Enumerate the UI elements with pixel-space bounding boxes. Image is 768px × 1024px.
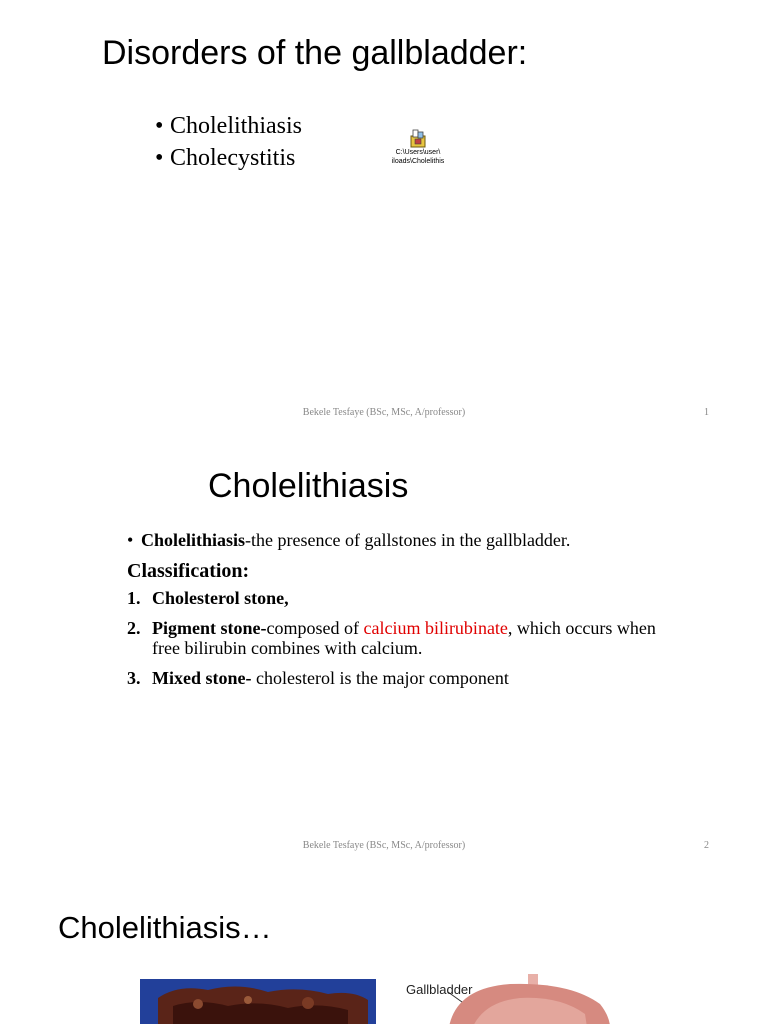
slide-body: [127, 526, 687, 698]
embedded-file-object[interactable]: [386, 128, 450, 166]
slide-title: Cholelithiasis…: [58, 910, 272, 945]
bullet-glyph: •: [127, 530, 134, 550]
bullet-list: [155, 110, 302, 174]
footer-author: Bekele Tesfaye (BSc, MSc, A/professor): [302, 840, 466, 851]
slide-title: Cholelithiasis: [208, 467, 409, 505]
gallstone-photo-image: [138, 976, 378, 1024]
footer-author: Bekele Tesfaye (BSc, MSc, A/professor): [302, 407, 466, 418]
slide-1: [0, 0, 768, 433]
gallbladder-illustration: [400, 974, 620, 1024]
item-text: cholesterol is the major component: [251, 668, 509, 688]
item-term: Mixed stone-: [152, 668, 252, 688]
gallbladder-illustration-image: [400, 974, 620, 1024]
slide-2: [0, 433, 768, 866]
packager-object-icon: [408, 128, 428, 148]
page-number: 2: [704, 840, 709, 851]
item-number: 2.: [127, 618, 141, 638]
highlighted-term: calcium bilirubinate: [363, 618, 508, 638]
item-term: Cholesterol stone,: [152, 588, 289, 608]
list-item: [127, 668, 687, 688]
list-item: [127, 588, 687, 608]
embedded-file-caption: iloads\Cholelithis: [391, 158, 445, 165]
list-item: [155, 110, 302, 142]
bullet-glyph: •: [155, 113, 164, 139]
definition-term: Cholelithiasis: [141, 530, 246, 550]
list-item-label: Cholelithiasis: [170, 113, 302, 139]
figure-label: Gallbladder: [406, 982, 473, 997]
item-text: , which occurs when free bilirubin combines with calcium.: [152, 618, 656, 658]
bullet-glyph: •: [155, 145, 164, 171]
gallstone-photo: [138, 976, 378, 1024]
definition-line: [127, 526, 687, 554]
slide-title: Disorders of the gallbladder:: [102, 34, 528, 72]
definition-text: -the presence of gallstones in the gallbladder.: [245, 530, 571, 550]
classification-heading: Classification:: [127, 560, 250, 582]
page-number: 1: [704, 407, 709, 418]
classification-list: [127, 588, 687, 688]
list-item: [127, 618, 687, 658]
list-item-label: Cholecystitis: [170, 145, 296, 171]
list-item: [155, 142, 302, 174]
embedded-file-caption: C:\Users\user\: [395, 149, 441, 156]
item-number: 1.: [127, 588, 141, 608]
item-text: composed of: [266, 618, 364, 638]
item-number: 3.: [127, 668, 141, 688]
slide-3: [0, 866, 768, 1024]
item-term: Pigment stone-: [152, 618, 267, 638]
